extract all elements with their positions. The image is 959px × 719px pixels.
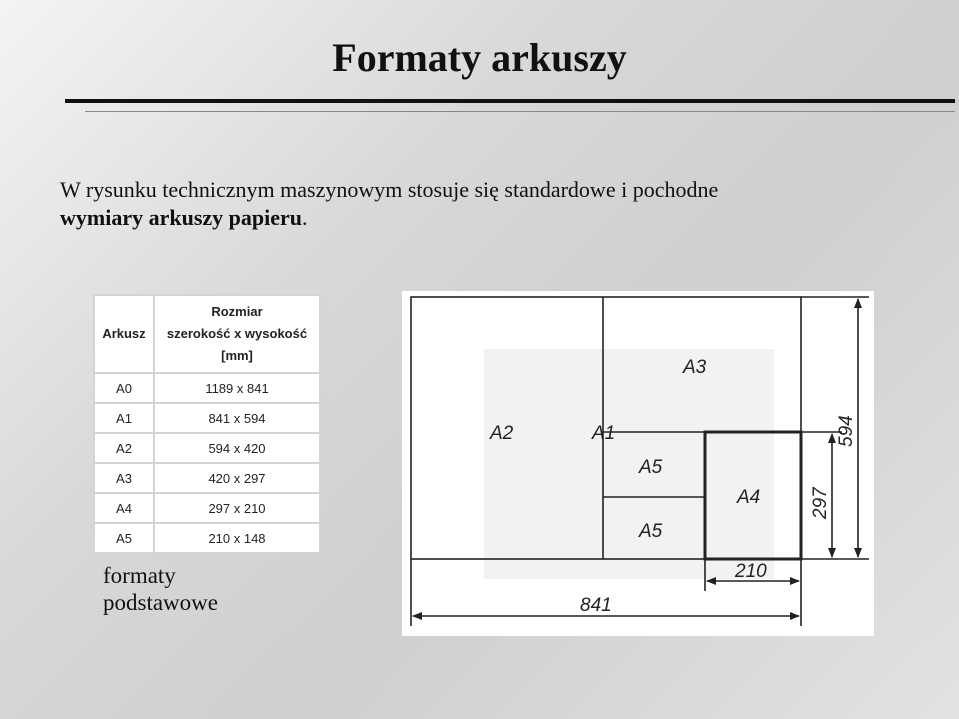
header-size-line3: [mm] [221, 348, 253, 363]
table-row [94, 403, 320, 433]
header-sheet: Arkusz [94, 295, 154, 373]
intro-line2-end: . [302, 205, 308, 230]
paper-format-diagram [402, 291, 874, 636]
sheet-size-table [93, 294, 321, 554]
dim-841: 841 [580, 595, 612, 616]
table-row [94, 433, 320, 463]
intro-text [60, 176, 940, 232]
dim-210: 210 [735, 561, 767, 582]
size-cell: 594 x 420 [154, 433, 320, 463]
size-cell: 210 x 148 [154, 523, 320, 553]
table-header-row [94, 295, 320, 373]
title-underline [65, 99, 955, 103]
label-a3: A3 [683, 357, 707, 378]
label-a4: A4 [737, 487, 761, 508]
size-cell: 420 x 297 [154, 463, 320, 493]
sheet-cell: A1 [94, 403, 154, 433]
faded-background-text [484, 349, 774, 579]
header-size-line2: szerokość x wysokość [166, 326, 308, 341]
page-title: Formaty arkuszy [332, 35, 627, 80]
table-row [94, 523, 320, 553]
sheet-cell: A3 [94, 463, 154, 493]
sheet-cell: A5 [94, 523, 154, 553]
intro-line1: W rysunku technicznym maszynowym stosuje się standardowe i pochodne [60, 177, 719, 202]
label-a1: A1 [592, 423, 616, 444]
intro-line2-bold: wymiary arkuszy papieru [60, 205, 302, 230]
table-row [94, 373, 320, 403]
size-cell: 1189 x 841 [154, 373, 320, 403]
label-a5-top: A5 [639, 457, 663, 478]
table-row [94, 493, 320, 523]
dim-594: 594 [836, 415, 857, 447]
label-a2: A2 [490, 423, 514, 444]
sheet-cell: A2 [94, 433, 154, 463]
dim-297: 297 [810, 487, 831, 519]
caption-line1: formaty [103, 563, 176, 588]
header-size [154, 295, 320, 373]
diagram-caption [103, 562, 218, 616]
title-underline-thin [85, 111, 955, 112]
size-cell: 841 x 594 [154, 403, 320, 433]
sheet-cell: A4 [94, 493, 154, 523]
table-row [94, 463, 320, 493]
size-cell: 297 x 210 [154, 493, 320, 523]
label-a5-bottom: A5 [639, 521, 663, 542]
header-size-line1: Rozmiar [211, 304, 263, 319]
sheet-cell: A0 [94, 373, 154, 403]
caption-line2: podstawowe [103, 590, 218, 615]
